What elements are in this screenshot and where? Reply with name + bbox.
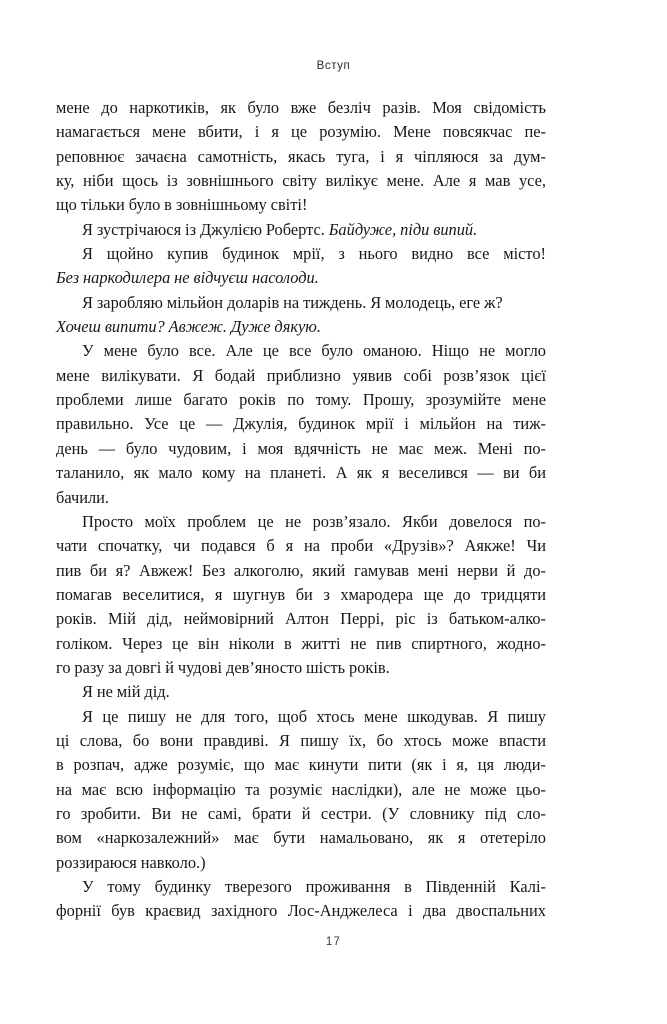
text-italic: Байдуже, піди випий. [328, 219, 478, 239]
text-line: ці слова, бо вони правдиві. Я пишу їх, бо хтось може впасти [56, 730, 546, 750]
text-line: проблеми лише багато років по тому. Прошу, зрозумійте мене [56, 390, 546, 410]
text-line: го зробити. Ви не самі, брати й сестри. (У словнику під сло- [56, 803, 546, 823]
text-line: день — було чудовим, і моя вдячність не має меж. Мені по- [56, 438, 546, 458]
paragraph-8 [56, 705, 546, 875]
text-line [56, 705, 546, 729]
text-line: вом «наркозалежний» має бути намальовано, як я отетеріло [56, 828, 546, 848]
text-roman: Я не мій дід. [82, 682, 170, 702]
text-line: мене до наркотиків, як було вже безліч разів. Моя свідомість [56, 98, 546, 117]
paragraph-6 [56, 510, 546, 680]
text-line: го разу за довгі й чудові дев’яносто шість років. [56, 657, 390, 677]
text-roman: У тому будинку тверезого проживання в Південній Калі- [82, 877, 546, 896]
running-head: Вступ [316, 60, 351, 72]
paragraph-5 [56, 339, 546, 509]
text-line: таланило, як мало кому на планеті. А як я веселився — ви би [56, 463, 546, 483]
text-line: пив би я? Авжеж! Без алкоголю, який гамував мені нерви й до- [56, 560, 546, 580]
text-line: чати спочатку, чи подався б я на проби «Друзів»? Аякже! Чи [56, 536, 546, 556]
paragraph-2 [56, 218, 546, 242]
paragraph-1 [56, 96, 546, 218]
text-line: мене вилікувати. Я бодай приблизно уявив собі розв’язок цієї [56, 365, 546, 385]
paragraph-3 [56, 242, 546, 291]
text-roman: Просто моїх проблем це не розв’язало. Якби довелося по- [82, 511, 546, 531]
paragraph-4 [56, 291, 546, 340]
text-italic: Без наркодилера не відчуєш насолоди. [56, 268, 319, 288]
text-line: ку, ніби щось із зовнішнього світу вилікує мене. Але я мав усе, [56, 171, 546, 191]
text-line [56, 875, 546, 899]
text-line: правильно. Усе це — Джулія, будинок мрії і мільйон на тиж- [56, 414, 546, 434]
text-line [56, 339, 546, 363]
text-line: помагав веселитися, я шугнув би з хмародера ще до тридцяти [56, 584, 546, 604]
text-line [56, 680, 546, 704]
page-number: 17 [325, 936, 342, 948]
text-line: реповнює зачаєна самотність, якась туга, і я чіпляюся за дум- [56, 146, 546, 166]
paragraph-9 [56, 875, 546, 924]
text-line: роззираюся навколо.) [56, 852, 206, 872]
text-roman: Я щойно купив будинок мрії, з нього видно все місто! [82, 244, 546, 264]
text-line: в розпач, адже розуміє, що має кинути пити (як і я, ця люди- [56, 755, 546, 775]
text-line [56, 242, 546, 266]
text-roman: У мене було все. Але це все було оманою. Ніщо не могло [82, 341, 546, 361]
text-italic: Хочеш випити? Авжеж. Дуже дякую. [56, 317, 321, 337]
text-line: бачили. [56, 487, 110, 507]
text-line: намагається мене вбити, і я це розумію. Мене повсякчас пе- [56, 122, 546, 142]
body-text-column [56, 96, 546, 924]
text-line: років. Мій дід, неймовірний Алтон Перрі, ріс із батьком-алко- [56, 609, 546, 629]
text-line [56, 291, 546, 315]
text-line: голіком. Через це він ніколи в житті не пив спиртного, жодно- [56, 633, 546, 653]
paragraph-7 [56, 680, 546, 704]
text-line: на має всю інформацію та розуміє наслідки), але не може цьо- [56, 779, 546, 799]
text-line [56, 315, 546, 339]
text-roman: Я заробляю мільйон доларів на тиждень. Я молодець, еге ж? [82, 292, 503, 312]
text-line: що тільки було в зовнішньому світі! [56, 195, 308, 215]
text-roman: Я зустрічаюся із Джулією Робертс. [82, 219, 325, 239]
text-line [56, 266, 546, 290]
text-roman: Я це пишу не для того, щоб хтось мене шкодував. Я пишу [82, 706, 546, 726]
text-line-mixed [56, 218, 546, 242]
text-line: форнії був краєвид західного Лос-Анджелеса і два двоспальних [56, 901, 546, 921]
text-line [56, 510, 546, 534]
